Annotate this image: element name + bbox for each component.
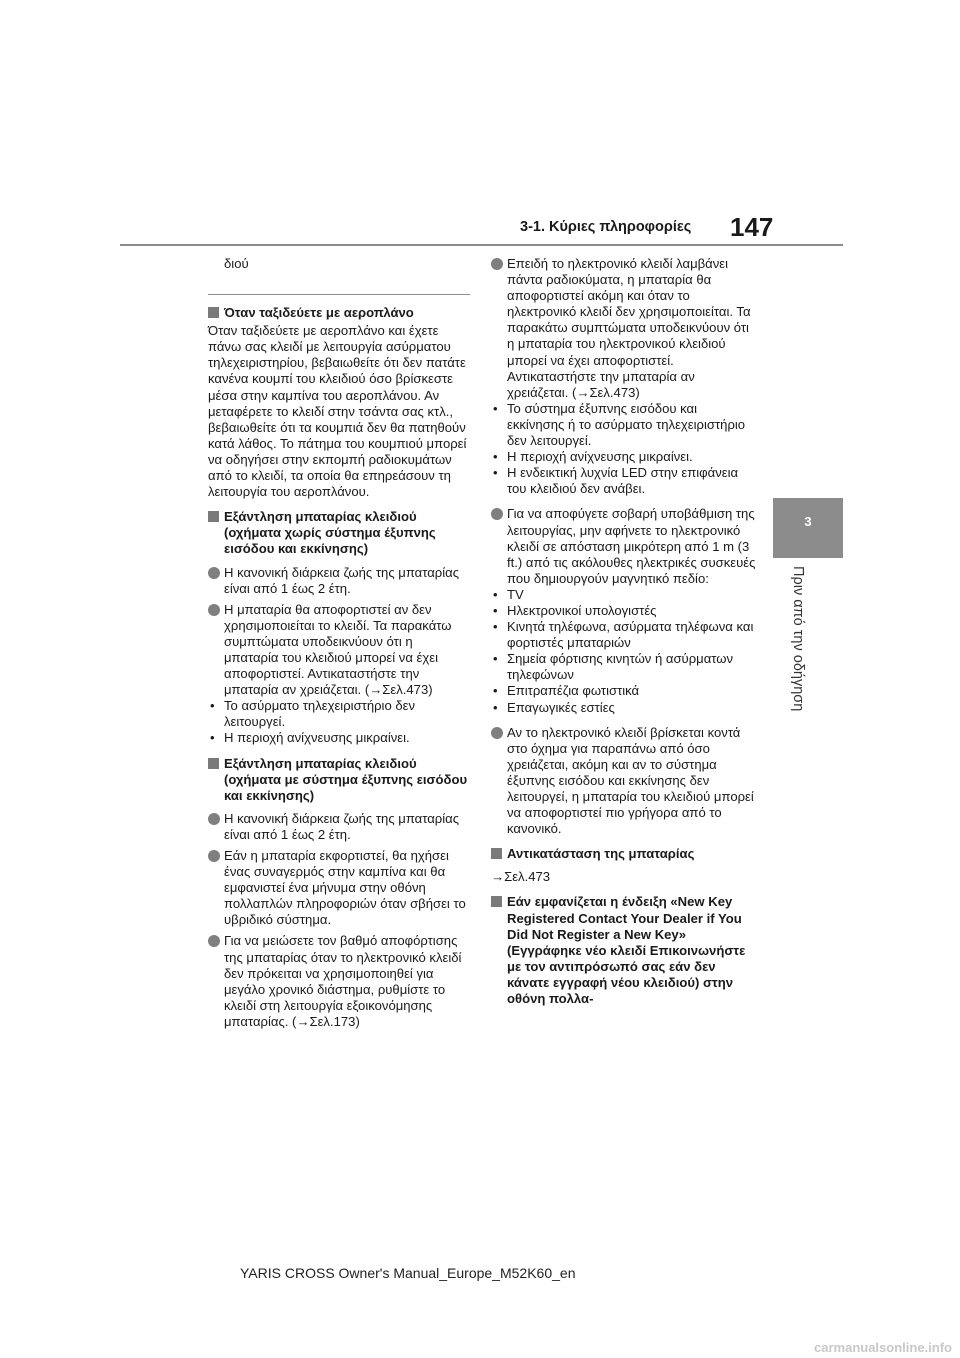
circle-bullet-icon: [208, 567, 220, 579]
circle-bullet-icon: [208, 813, 220, 825]
page-reference: →Σελ.473: [491, 869, 551, 885]
list-item: Για να μειώσετε τον βαθμό αποφόρτισης της μπαταρίας όταν το ηλεκτρονικό κλειδί δεν πρόκειται να χρησιμοποιηθεί για μεγάλο χρονικό διάστημα, ρυθμίστε το κλειδί στη λειτουργία εξοικονόμησης μπαταρίας. (→Σελ.173): [208, 933, 470, 1030]
square-bullet-icon: [208, 511, 219, 522]
heading-airplane: Όταν ταξιδεύετε με αεροπλάνο: [208, 305, 470, 321]
list-item: • Κινητά τηλέφωνα, ασύρματα τηλέφωνα και φορτιστές μπαταριών: [493, 619, 754, 651]
list-item: • Η ενδεικτική λυχνία LED στην επιφάνεια του κλειδιού δεν ανάβει.: [493, 465, 739, 497]
list-item: • Επιτραπέζια φωτιστικά: [493, 683, 640, 699]
heading-battery-replacement: Αντικατάσταση της μπαταρίας: [491, 846, 757, 862]
circle-bullet-icon: [491, 508, 503, 520]
circle-bullet-icon: [208, 850, 220, 862]
continued-text: διού: [224, 256, 249, 271]
header-divider: [120, 244, 843, 246]
list-item: Η κανονική διάρκεια ζωής της μπαταρίας είναι από 1 έως 2 έτη.: [208, 565, 470, 597]
list-item: • Το ασύρματο τηλεχειριστήριο δεν λειτουργεί.: [210, 698, 416, 730]
list-item: Αν το ηλεκτρονικό κλειδί βρίσκεται κοντά στο όχημα για παραπάνω από όσο χρειάζεται, ακόμη και αν το σύστημα έξυπνης εισόδου και εκκίνησης δεν λειτουργεί, η μπαταρία του κλειδιού μπορεί να αποφορτιστεί πιο γρήγορα από το κανονικό.: [491, 725, 757, 838]
paragraph-airplane: Όταν ταξιδεύετε με αεροπλάνο και έχετε πάνω σας κλειδί με λειτουργία ασύρματου τηλεχειριστηρίου, βεβαιωθείτε ότι δεν πατάτε κανένα κουμπί του κλειδιού όσο βρίσκεστε μέσα στην καμπίνα του αεροπλάνου. Αν μεταφέρετε το κλειδί στην τσάντα σας κτλ., βεβαιωθείτε ότι τα κουμπιά δεν θα πατηθούν κατά λάθος. Το πάτημα του κουμπιού μπορεί να οδηγήσει στην εκπομπή ραδιοκυμάτων από το κλειδί, τα οποία θα επηρεάσουν τη λειτουργία του αεροπλάνου.: [208, 323, 467, 500]
chapter-tab: [773, 498, 843, 558]
heading-battery-smart: Εξάντληση μπαταρίας κλειδιού (οχήματα με σύστημα έξυπνης εισόδου και εκκίνησης): [208, 756, 470, 804]
circle-bullet-icon: [208, 604, 220, 616]
heading-new-key-message: Εάν εμφανίζεται η ένδειξη «New Key Registered Contact Your Dealer if You Did Not Register a New Key» (Εγγράφηκε νέο κλειδί Επικοινωνήστε με τον αντιπρόσωπό σας εάν δεν κάνατε εγγραφή νέου κλειδιού) στην οθόνη πολλα-: [491, 894, 757, 1007]
list-item: Εάν η μπαταρία εκφορτιστεί, θα ηχήσει ένας συναγερμός στην καμπίνα και θα εμφανιστεί ένα μήνυμα στην οθόνη πολλαπλών πληροφοριών όταν σβήσει το υβριδικό σύστημα.: [208, 848, 470, 928]
list-item: Για να αποφύγετε σοβαρή υποβάθμιση της λειτουργίας, μην αφήνετε το ηλεκτρονικό κλειδί σε απόσταση μικρότερη από 1 m (3 ft.) από τις ακόλουθες ηλεκτρικές συσκευές που δημιουργούν μαγνητικό πεδίο:: [491, 506, 757, 586]
square-bullet-icon: [208, 307, 219, 318]
square-bullet-icon: [491, 848, 502, 859]
list-item: Επειδή το ηλεκτρονικό κλειδί λαμβάνει πάντα ραδιοκύματα, η μπαταρία θα αποφορτιστεί ακόμη και όταν το ηλεκτρονικό κλειδί δεν χρησιμοποιείται. Τα παρακάτω συμπτώματα υποδεικνύουν ότι η μπαταρία του ηλεκτρονικού κλειδιού μπορεί να έχει αποφορτιστεί. Αντικαταστήστε την μπαταρία αν χρειάζεται. (→Σελ.473): [491, 256, 757, 401]
list-item: • TV: [493, 586, 524, 602]
chapter-number: 3: [804, 514, 812, 529]
footer-manual-id: YARIS CROSS Owner's Manual_Europe_M52K60_en: [240, 1265, 576, 1281]
left-column: [208, 256, 470, 1030]
heading-battery-no-smart: Εξάντληση μπαταρίας κλειδιού (οχήματα χωρίς σύστημα έξυπνης εισόδου και εκκίνησης): [208, 509, 470, 557]
list-item: • Το σύστημα έξυπνης εισόδου και εκκίνησης ή το ασύρματο τηλεχειριστήριο δεν λειτουργεί.: [493, 400, 746, 449]
circle-bullet-icon: [208, 935, 220, 947]
chapter-label: Πριν από την οδήγηση: [790, 566, 806, 712]
circle-bullet-icon: [491, 258, 503, 270]
section-title: 3-1. Κύριες πληροφορίες: [520, 219, 692, 235]
right-column: [491, 256, 757, 1009]
page-number: 147: [730, 212, 774, 242]
list-item: Η μπαταρία θα αποφορτιστεί αν δεν χρησιμοποιείται το κλειδί. Τα παρακάτω συμπτώματα υποδεικνύουν ότι η μπαταρία του κλειδιού μπορεί να έχει αποφορτιστεί. Αντικαταστήστε την μπαταρία αν χρειάζεται. (→Σελ.473): [208, 602, 470, 699]
watermark: carmanualsonline.info: [814, 1340, 952, 1355]
list-item: • Επαγωγικές εστίες: [493, 699, 615, 715]
square-bullet-icon: [491, 896, 502, 907]
list-item: • Η περιοχή ανίχνευσης μικραίνει.: [493, 449, 693, 465]
list-item: • Ηλεκτρονικοί υπολογιστές: [493, 602, 657, 618]
list-item: • Η περιοχή ανίχνευσης μικραίνει.: [210, 730, 410, 746]
list-item: Η κανονική διάρκεια ζωής της μπαταρίας είναι από 1 έως 2 έτη.: [208, 811, 470, 843]
section-divider: [208, 294, 470, 295]
circle-bullet-icon: [491, 727, 503, 739]
list-item: • Σημεία φόρτισης κινητών ή ασύρματων τηλεφώνων: [493, 651, 734, 683]
square-bullet-icon: [208, 758, 219, 769]
